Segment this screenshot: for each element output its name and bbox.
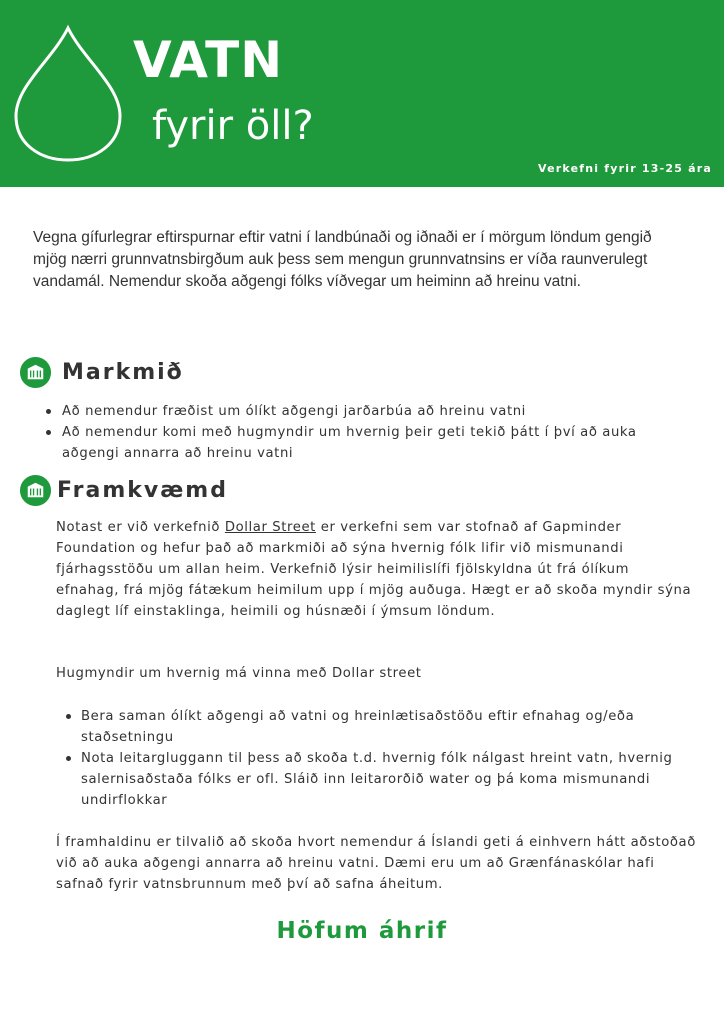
section-heading-markmid <box>19 356 184 389</box>
page-subtitle: fyrir öll? <box>152 103 314 149</box>
method-paragraph <box>56 517 696 622</box>
method-text-rest: er verkefni sem var stofnað af Gapminder Foundation og hefur það að markmiði að sýna hvernig fólk lifir við mismunandi fjárhagsstöðu um allan heim. Verkefnið lýsir heimilislífi fjölskyldna út frá ólíkum efnahag, frá mjög fátækum heimilum upp í mjög auðuga. Hægt er að skoða myndir sýna daglegt líf einstaklinga, heimili og húsnæði í ýmsum löndum. <box>56 520 692 619</box>
method-text-start: Notast er við verkefnið <box>56 520 225 535</box>
closing-paragraph: Í framhaldinu er tilvalið að skoða hvort nemendur á Íslandi geti á einhvern hátt aðstoðað við að auka aðgengi annarra að hreinu vatni. Dæmi eru um að Grænfánaskólar hafi safnað fyrir vatnsbrunnum með því að safna áheitum. <box>56 835 696 892</box>
water-drop-icon <box>12 24 124 164</box>
section-heading-framkvaemd <box>19 474 228 507</box>
footer-slogan: Höfum áhrif <box>276 918 448 944</box>
ideas-list <box>64 706 684 811</box>
dollar-street-link[interactable]: Dollar Street <box>224 520 316 535</box>
goals-list <box>44 401 684 464</box>
header-banner <box>0 0 724 187</box>
section-title-framkvaemd: Framkvæmd <box>57 478 228 503</box>
intro-paragraph: Vegna gífurlegrar eftirspurnar eftir vatni í landbúnaði og iðnaði er í mörgum löndum gengið mjög nærri grunnvatnsbirgðum auk þess sem mengun grunnvatnsins er víða raunverulegt vandamál. Nemendur skoða aðgengi fólks víðvegar um heiminn að hreinu vatni. <box>33 229 652 290</box>
list-item: Bera saman ólíkt aðgengi að vatni og hreinlætisaðstöðu eftir efnahag og/eða staðsetningu <box>64 706 684 748</box>
age-label: Verkefni fyrir 13-25 ára <box>538 162 712 175</box>
list-item: Nota leitargluggann til þess að skoða t.d. hvernig fólk nálgast hreint vatn, hvernig salernisaðstaða fólks er ofl. Sláið inn leitarorðið water og þá koma mismunandi undirflokkar <box>64 748 684 811</box>
green-flag-school-icon <box>19 474 52 507</box>
list-item: Að nemendur komi með hugmyndir um hvernig þeir geti tekið þátt í því að auka aðgengi annarra að hreinu vatni <box>44 422 684 464</box>
page-title: VATN <box>133 31 284 89</box>
section-title-markmid: Markmið <box>62 360 184 385</box>
list-item: Að nemendur fræðist um ólíkt aðgengi jarðarbúa að hreinu vatni <box>44 401 684 422</box>
green-flag-school-icon <box>19 356 52 389</box>
ideas-intro: Hugmyndir um hvernig má vinna með Dollar street <box>56 666 422 681</box>
